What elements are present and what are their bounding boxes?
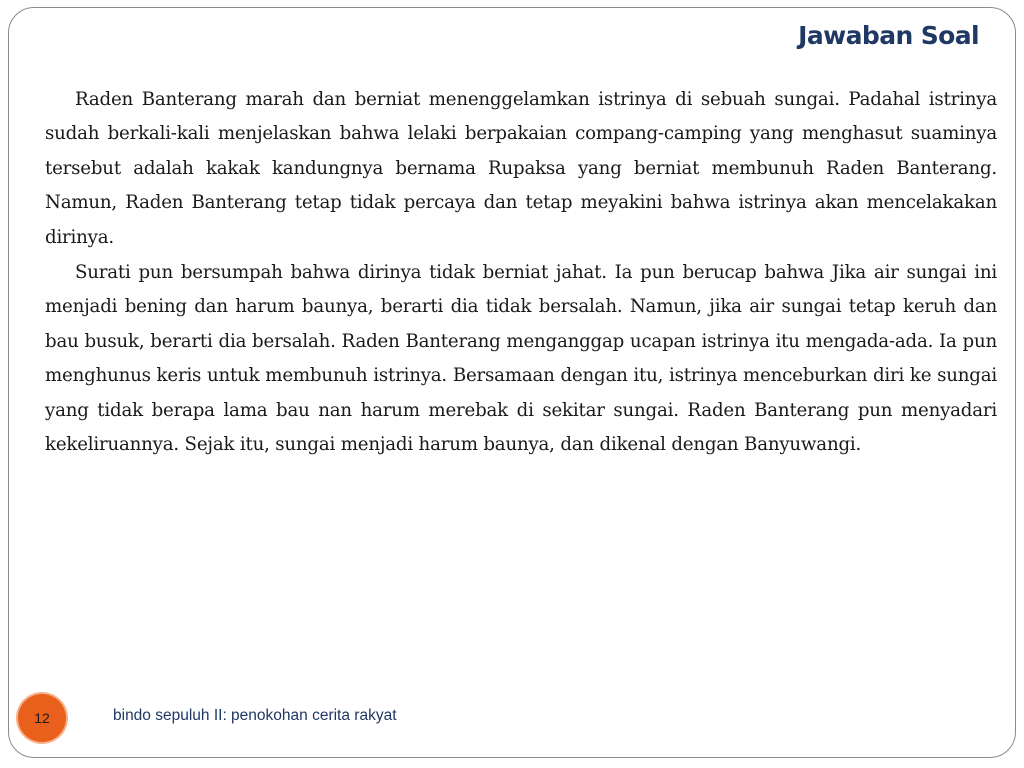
page-number-badge — [18, 694, 66, 742]
paragraph-2: Surati pun bersumpah bahwa dirinya tidak berniat jahat. Ia pun berucap bahwa Jika air sungai ini menjadi bening dan harum baunya, berarti dia tidak bersalah. Namun, jika air sungai tetap keruh dan bau busuk, berarti dia bersalah. Raden Banterang menganggap ucapan istrinya itu mengada-ada. Ia pun menghunus keris untuk membunuh istrinya. Bersamaan dengan itu, istrinya menceburkan diri ke sungai yang tidak berapa lama bau nan harum merebak di sekitar sungai. Raden Banterang pun menyadari kekeliruannya. Sejak itu, sungai menjadi harum baunya, dan dikenal dengan Banyuwangi. — [45, 262, 997, 456]
slide-body — [45, 83, 997, 463]
slide-frame — [8, 7, 1016, 758]
page-number: 12 — [34, 710, 50, 726]
slide-title: Jawaban Soal — [798, 21, 979, 50]
paragraph-1: Raden Banterang marah dan berniat menenggelamkan istrinya di sebuah sungai. Padahal istrinya sudah berkali-kali menjelaskan bahwa lelaki berpakaian compang-camping yang menghasut suaminya tersebut adalah kakak kandungnya bernama Rupaksa yang berniat membunuh Raden Banterang. Namun, Raden Banterang tetap tidak percaya dan tetap meyakini bahwa istrinya akan mencelakakan dirinya. — [45, 89, 997, 248]
footer-text: bindo sepuluh II: penokohan cerita rakyat — [113, 707, 397, 724]
